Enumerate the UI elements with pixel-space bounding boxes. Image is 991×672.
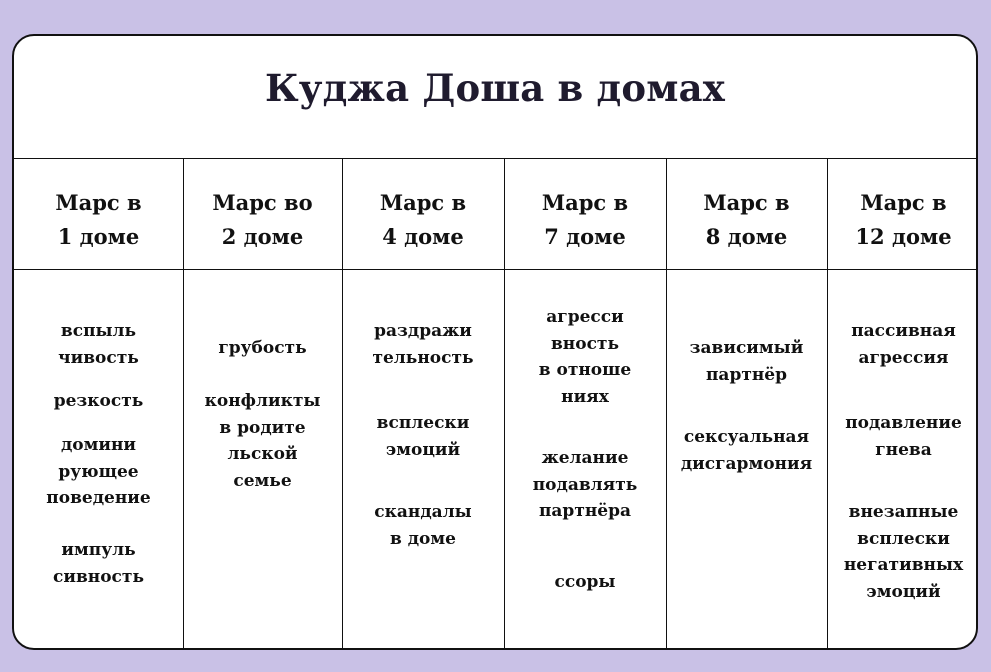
list-item: домини рующее поведение — [46, 435, 151, 508]
column-header-divider — [14, 269, 978, 270]
column-header-house-2: Марс во 2 доме — [212, 190, 313, 249]
list-item: агресси вность в отноше ниях — [538, 307, 632, 407]
list-item: сексуальная дисгармония — [680, 427, 813, 474]
list-item: конфликты в родите льской семье — [204, 391, 321, 491]
column-header-house-8: Марс в 8 доме — [703, 190, 790, 249]
list-item: пассивная агрессия — [851, 321, 956, 368]
list-item: грубость — [218, 338, 307, 358]
page-title: Куджа Доша в домах — [264, 66, 726, 110]
column-header-house-7: Марс в 7 доме — [541, 190, 629, 249]
column-header-house-12: Марс в 12 доме — [855, 190, 952, 249]
list-item: вспыль чивость — [58, 321, 139, 368]
list-item: импуль сивность — [53, 540, 144, 587]
column-header-house-1: Марс в 1 доме — [55, 190, 142, 249]
list-item: желание подавлять партнёра — [532, 448, 638, 521]
list-item: внезапные всплески негативных эмоций — [843, 502, 964, 602]
column-header-house-4: Марс в 4 доме — [379, 190, 467, 249]
list-item: всплески эмоций — [376, 413, 470, 460]
list-item: зависимый партнёр — [689, 338, 804, 385]
table-card — [12, 34, 978, 650]
list-item: ссоры — [554, 572, 616, 592]
list-item: резкость — [53, 391, 144, 411]
header-divider — [14, 158, 978, 159]
list-item: скандалы в доме — [374, 502, 472, 549]
list-item: подавление гнева — [845, 413, 962, 460]
list-item: раздражи тельность — [372, 321, 474, 368]
